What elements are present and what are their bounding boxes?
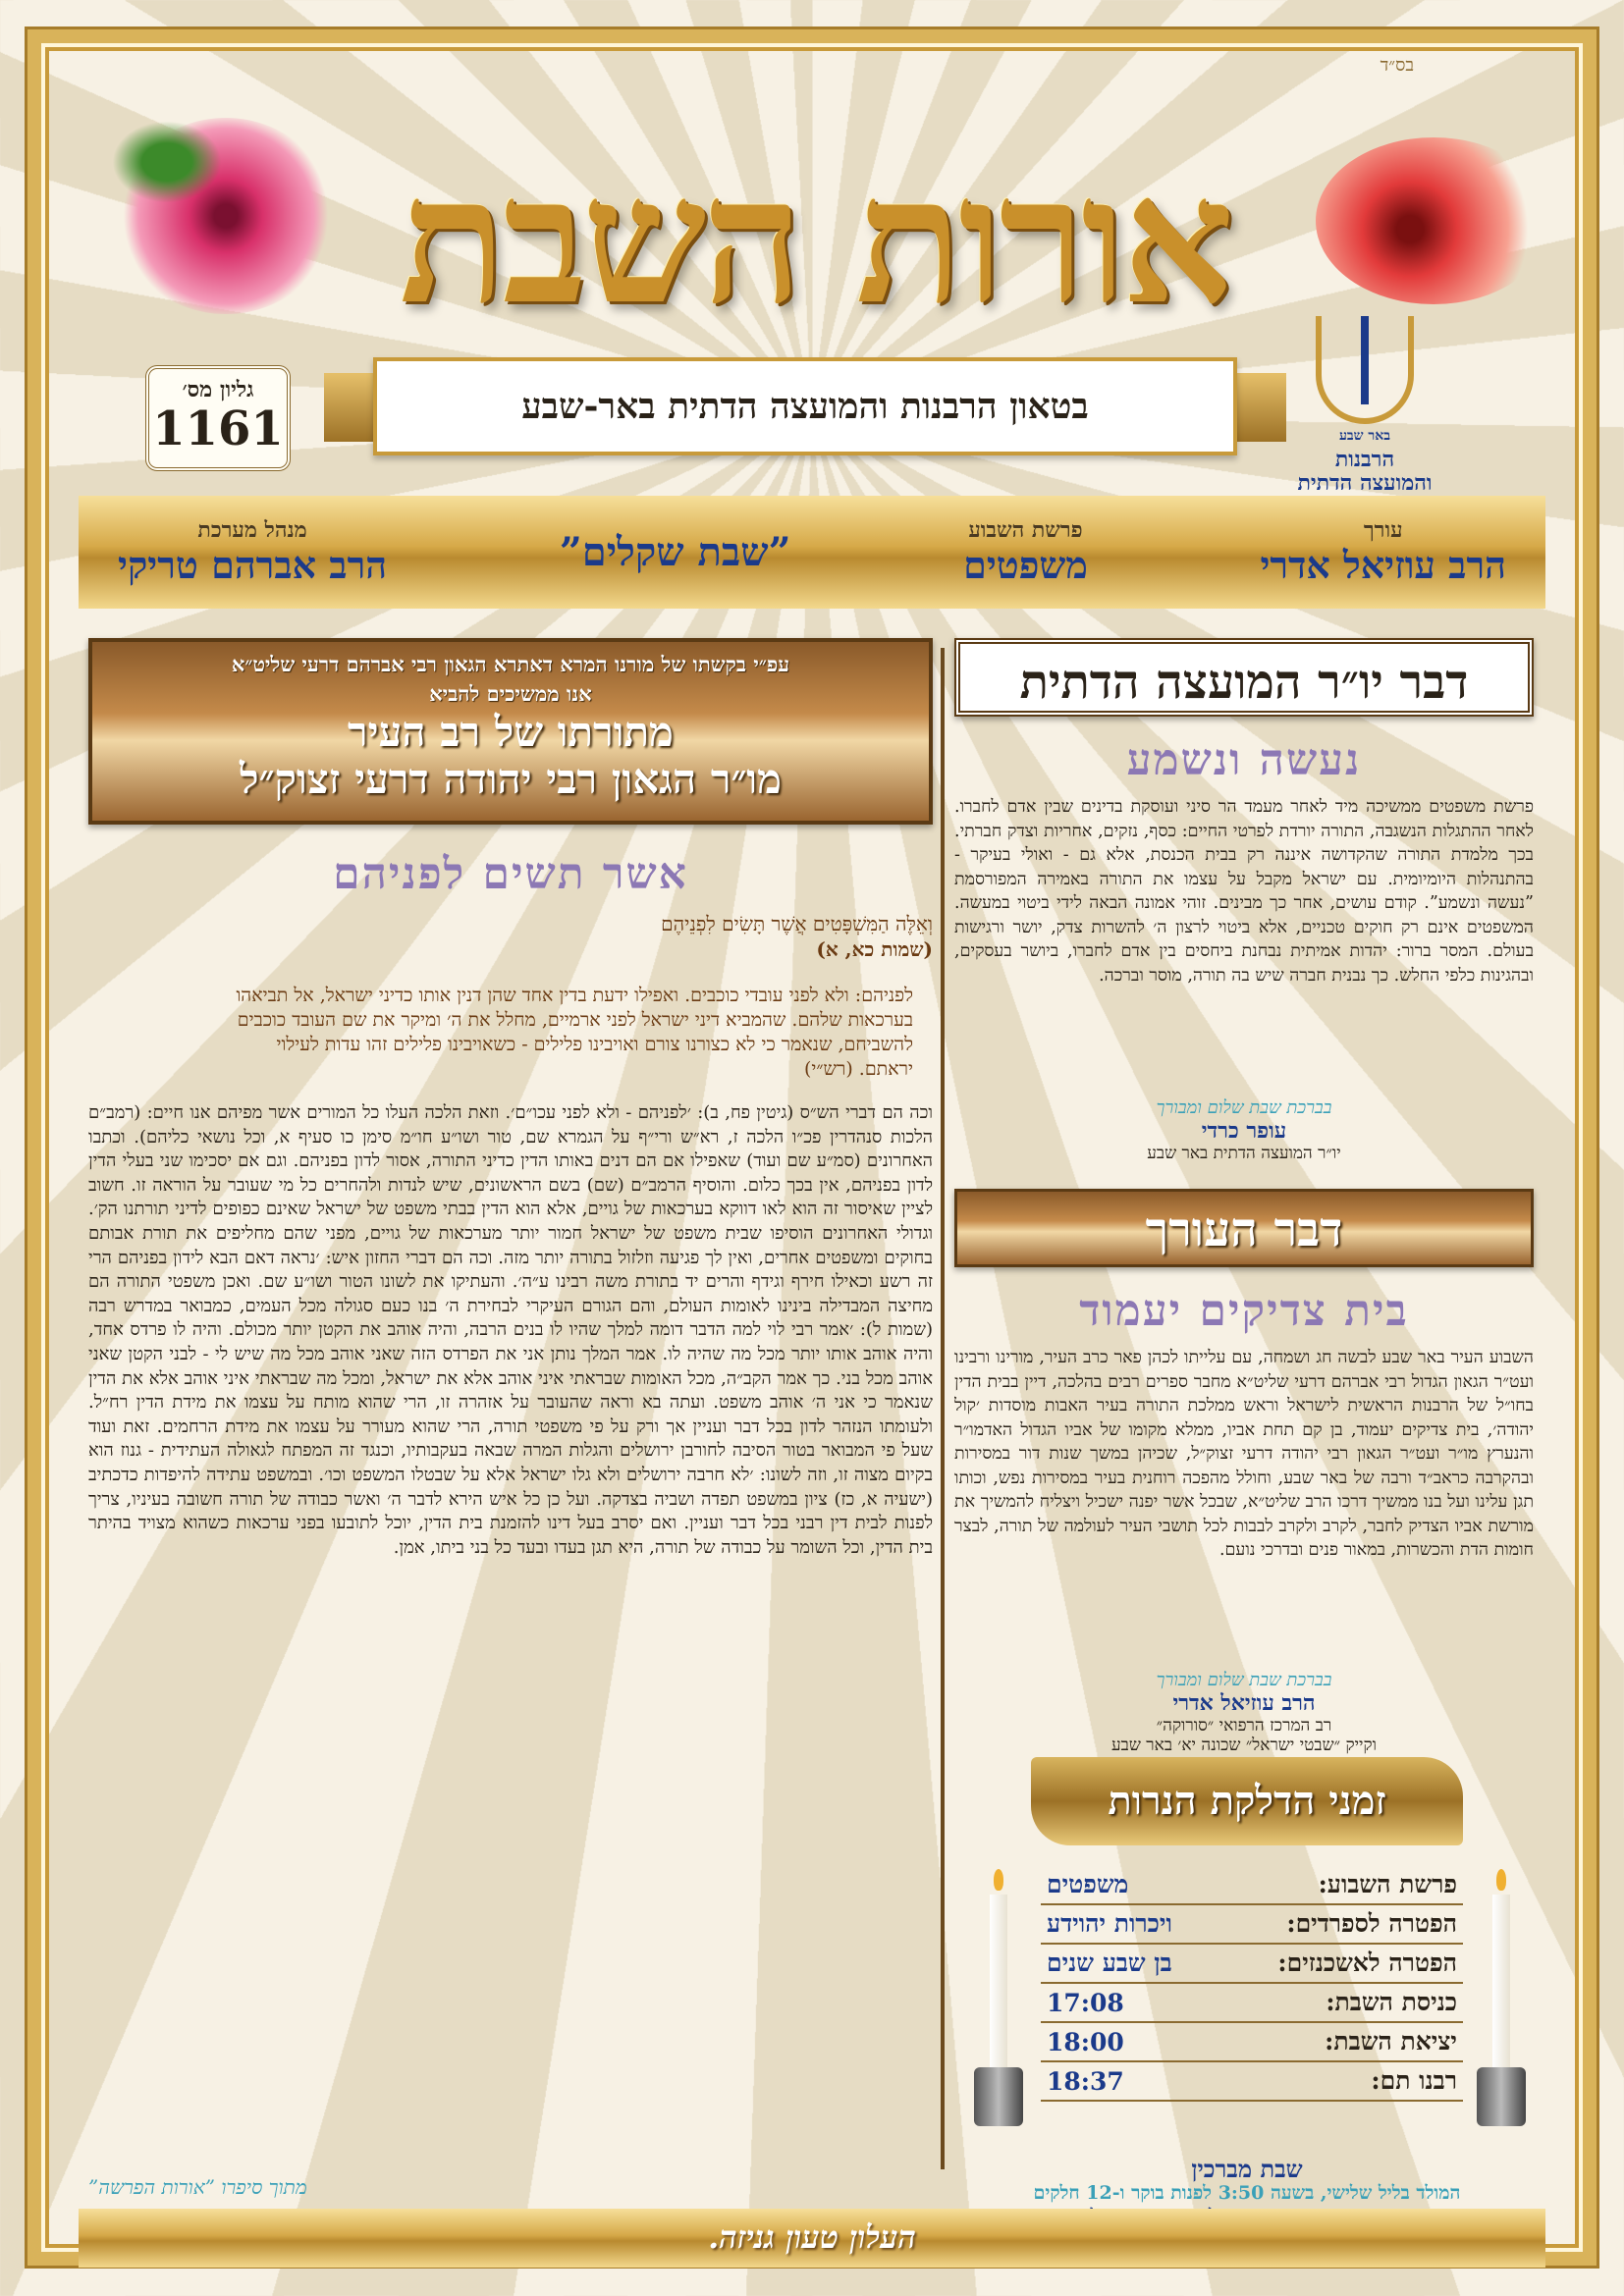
- candlestick-right-icon: [1477, 2067, 1526, 2126]
- staff-role: עורך: [1363, 516, 1403, 543]
- row-key: רבנו תם:: [1218, 2061, 1463, 2101]
- editor-signer-line2: וקייק ״שבטי ישראל״ שכונה יא׳ באר שבע: [1111, 1735, 1377, 1755]
- issue-number: 1161: [152, 401, 284, 456]
- row-key: הפטרה לספרדים:: [1218, 1904, 1463, 1944]
- staff-manager: [118, 517, 387, 588]
- staff-parasha: [963, 517, 1088, 588]
- hibiscus-right-icon: [1316, 137, 1551, 304]
- row-key: פרשת השבוע:: [1218, 1865, 1463, 1904]
- column-divider: [941, 648, 945, 2169]
- staff-name: הרב עוזיאל אדרי: [1260, 542, 1506, 587]
- torah-subtitle: אשר תשים לפניהם: [333, 849, 688, 899]
- staff-role: פרשת השבוע: [968, 516, 1083, 543]
- torah-intro2: אנו ממשיכים להביא: [429, 681, 592, 706]
- torah-header-box: [88, 638, 933, 825]
- candle-times-box: [972, 1757, 1532, 2150]
- table-row: [1041, 1983, 1463, 2022]
- council-body: פרשת משפטים ממשיכה מיד לאחר מעמד הר סיני ועוסקת בדינים שבין אדם לחברו. לאחר ההתגלות הנשגבה, התורה יורדת לפרטי החיים: כסף, נזקים, אחריות וצדק חברתי. בכך מלמדת התורה שהקדושה איננה רק בבית הכנסת, אלא גם - ואולי בעיקר - בהתנהלות היומיומית. עם ישראל מקבל על עצמו את התורה באמירה המפורסמת ”נעשה ונשמע”. קודם עושים, אחר כך מבינים. זוהי אמונה הבאה לידי ביטוי במעשה. המשפטים אינם רק חוקים טכניים, אלא ביטוי לרצון ה׳ להשרות צדק, יושר ורגישות בעולם. המסר ברור: יהדות אמיתית נבחנת ביחסים בין אדם לחברו, ביושר בעסקים, ובהגינות כלפי החלש. כך נבנית חברה שיש בה תורה, מוסר וברכה.: [954, 797, 1534, 986]
- row-value: בן שבע שנים: [1041, 1944, 1218, 1983]
- table-row: [1041, 1904, 1463, 1944]
- editor-body: השבוע העיר באר שבע לבשה חג ושמחה, עם עלייתו לכהן פאר כרב העיר, מורינו ורבינו ועט״ר הגאון הגדול רבי אברהם דרעי שליט״א מחבר ספרים רבים בהלכה, דיין בבית הדין בחו״ל של הרבנות הראשית לישראל וראש ממלכת התורה בעיר האבות מוסדות ׳קול יהודה׳, בית צדיקים יעמוד, בן קם תחת אביו, ממלא מקומו של אביו הגדול האדמו״ר והנערץ מו״ר ועט״ר הגאון רבי יהודה דרעי זצוק״ל, שכיהן במשך שנות דור במסירות ובהקרבה כראב״ד ורבה של באר שבע, וחולל מהפכה רוחנית בעיר במסירות נפש, וכותו תגן עלינו ועל בנו ממשיך דרכו הרב שליט״א, שבכל אשר יפנה ישכיל ויצליח להמשיך את מורשת אביו הצדיק לחבר, לקרב ולקרב לבבות לכל תושבי העיר לעולמה של תורה, לבצר חומות הדת והכשרות, במאור פנים ובדרכי נועם.: [954, 1348, 1534, 1560]
- council-signature: [954, 1097, 1534, 1163]
- issue-label: גליון מס׳: [182, 377, 254, 402]
- row-key: כניסת השבת:: [1218, 1983, 1463, 2022]
- torah-main1: מתורתו של רב העיר: [348, 708, 674, 756]
- molad-head: שבת מברכין: [1191, 2155, 1303, 2183]
- menorah-icon: [1316, 316, 1414, 424]
- editor-signature: [954, 1670, 1534, 1755]
- issue-box: [145, 365, 291, 471]
- editor-header: דבר העורך: [954, 1189, 1534, 1267]
- council-subtitle: נעשה ונשמע: [1126, 735, 1362, 785]
- row-value: 17:08: [1041, 1983, 1218, 2022]
- row-value: ויכרות יהוידע: [1041, 1904, 1218, 1944]
- footer-bar: העלון טעון גניזה.: [79, 2209, 1545, 2268]
- council-signer-title: יו״ר המועצה הדתית באר שבע: [1147, 1144, 1341, 1163]
- table-row: [1041, 2022, 1463, 2061]
- row-key: יציאת השבת:: [1218, 2022, 1463, 2061]
- torah-intro1: עפ״י בקשתו של מורנו המרא דאתרא הגאון רבי אברהם דרעי שליט״א: [231, 652, 790, 676]
- editor-greeting: בברכת שבת שלום ומבורך: [1156, 1670, 1332, 1690]
- staff-name: משפטים: [963, 542, 1088, 587]
- candle-left-icon: [990, 1895, 1007, 2071]
- bsd-mark: בס״ד: [1380, 55, 1414, 76]
- council-greeting: בברכת שבת שלום ומבורך: [1156, 1097, 1332, 1118]
- table-row: [1041, 1865, 1463, 1904]
- masthead-title: אורות השבת: [399, 137, 1231, 343]
- candle-times-table: [1041, 1865, 1463, 2102]
- table-row: [1041, 2061, 1463, 2101]
- logo-inner: באר שבע: [1338, 428, 1391, 444]
- candlestick-left-icon: [974, 2067, 1023, 2126]
- editor-signer-line1: רב המרכז הרפואי ״סורוקה״: [1156, 1716, 1332, 1735]
- staff-editor: [1260, 517, 1506, 588]
- molad-line1: המולד בליל שלישי, בשעה 3:50 לפנות בוקר ו-12 חלקים: [1033, 2182, 1461, 2204]
- table-row: [1041, 1944, 1463, 1983]
- editor-subtitle: בית צדיקים יעמוד: [1079, 1286, 1409, 1336]
- staff-name: הרב אברהם טריקי: [118, 542, 388, 587]
- council-signer: עופר כרדי: [1201, 1118, 1287, 1144]
- staff-bar: [79, 496, 1545, 609]
- logo-line2: והמועצה הדתית: [1297, 470, 1433, 496]
- rabbinate-logo: [1282, 316, 1447, 496]
- candle-times-title: זמני הדלקת הנרות: [1031, 1757, 1463, 1845]
- row-key: הפטרה לאשכנזים:: [1218, 1944, 1463, 1983]
- candle-right-icon: [1492, 1895, 1510, 2071]
- torah-verse-ref: (שמות כא, א): [816, 937, 933, 961]
- row-value: משפטים: [1041, 1865, 1218, 1904]
- shabbat-name: ”שבת שקלים”: [559, 528, 791, 575]
- staff-shabbat: [560, 530, 791, 575]
- rashi-commentary: לפניהם: ולא לפני עובדי כוכבים. ואפילו ידעת בדין אחד שהן דנין אותו כדיני ישראל, אל תביאהו בערכאות שלהם. שהמביא דיני ישראל לפני ארמיים, מחלל את ה׳ ומיקר את שם העובד כוכבים להשביחם, שנאמר כי לא כצורנו צורם ואויבינו פלילים - כשאויבינו פלילים זהו עדות לעילוי יראתם. (רש״י): [236, 985, 913, 1080]
- editor-signer: הרב עוזיאל אדרי: [1172, 1690, 1316, 1716]
- torah-source: מתוך סיפרו ”אורות הפרשה”: [88, 2175, 307, 2199]
- row-value: 18:00: [1041, 2022, 1218, 2061]
- council-header: דבר יו״ר המועצה הדתית: [954, 638, 1534, 717]
- banner-title: בטאון הרבנות והמועצה הדתית באר-שבע: [373, 357, 1237, 455]
- torah-main2: מו״ר הגאון רבי יהודה דרעי זצוק״ל: [239, 755, 783, 803]
- staff-role: מנהל מערכת: [197, 516, 307, 543]
- logo-line1: הרבנות: [1334, 447, 1395, 472]
- leaves-left-icon: [108, 118, 226, 206]
- torah-verse: וְאֵלֶּה הַמִּשְׁפָּטִים אֲשֶׁר תָּשִׂים לִפְנֵיהֶם: [661, 912, 933, 935]
- left-column: [88, 638, 933, 2296]
- row-value: 18:37: [1041, 2061, 1218, 2101]
- torah-body: וכה הם דברי הש״ס (גיטין פח, ב): ׳לפניהם - ולא לפני עכו״ם׳. וזאת הלכה העלו כל המורים אשר מפיהם אנו חיים: (רמב״ם הלכות סנהדרין פכ״ו הלכה ז, רא״ש ורי״ף על הגמרא שם, טור ושו״ע חו״מ סימן כו סעיף א, וכל נושאי כליהם). וכתבו האחרונים (סמ״ע שם ועוד) שאפילו אם הם דנים באותו הדין כדיני התורה, אסור לדון בפניהם. וגם אם יסכימו שני בעלי הדין לדון בפניהם, אין בכך כלום. והוסיף הרמב״ם (שם) בשם הראשונים, שיש לנדות ולהחרים כל מי שעובר על הוראה זו. חשוב לציין שאיסור זה הוא לאו דווקא בערכאות של גויים, אלא הוא הדין בבתי משפט של ישראל שאינם כפופים לדיני תורתנו הק׳. וגדולי האחרונים הוסיפו שבית משפט של ישראל חמור יותר מערכאות של גויים, מפני שהם מחליפים את תורת אבותם בחוקים ומשפטים אחרים, ואין לך פגיעה וזלזול בתורה יותר מזה. וכה הם דברי החזון איש: ׳נראה דאם הבא לידון בפניהם הרי זה רשע וכאילו חירף וגידף והרים יד בתורת משה רבינו ע״ה׳. והעתיקו את לשונו הטור ושו״ע שם. ואכן משפטי התורה הם מחיצה המבדילה בינינו לאומות העולם, והם הגורם העיקרי לבחירת ה׳ בנו כעם סגולה מכל העמים, כמבואר במדרש רבה (שמות ל): ׳אמר רבי לוי למה הדבר דומה למלך שהיו לו בנים הרבה, והיה אוהב את הקטן יותר מכולם. והיה לו פרדס אחד, והיה אוהב אותו יותר מכל מה שהיה לו. אמר המלך נותן אני את הפרדס הזה שאני אוהב מכל מה שיש לי - לבני הקטן שאני אוהב מכל בני. כך אמר הקב״ה, מכל האומות שבראתי איני אוהב אלא את ישראל, ומכל מה שבראתי איני אוהב אלא את הדין שנאמר כי אני ה׳ אוהב משפט. ועתה בא וראה שהעובר על אזהרה זו, הרי שהוא מותח על עצמו את מידת הדין רח״ל. ולעומתו הנזהר לדון בכל דבר ועניין אך ורק על פי משפטי תורה, הרי שהוא מעורר על עצמו את מידת הרחמים. זאת ועוד שעל פי המבואר בטור הסיבה לחורבן ירושלים והגלות המרה שבאה בעקבותיו, וכנגד זה המפתח לגאולה העתידית - גנוז הוא בקיום מצוה זו, וזה לשונו: ׳לא חרבה ירושלים ולא גלו ישראל אלא על שבטלו המשפט וכו׳. ובמשפט עתידה להיפדות כדכתיב (ישעיה א, כז) ציון במשפט תפדה ושביה בצדקה. ועל כן כל איש הירא לדבר ה׳ ואשר כבודה של תורה חשובה בעיניו, צריך לפנות לבית דין רבני בכל דבר ועניין. ואם יסרב בעל דינו להזמנת בית הדין, יוכל לתובעו בפני ערכאות כשהוא מצויד בהיתר בית הדין, וכל השומר על כבודה של תורה, היא תגן בעדו ובעד כל בני ביתו, אמן.: [88, 1102, 933, 1558]
